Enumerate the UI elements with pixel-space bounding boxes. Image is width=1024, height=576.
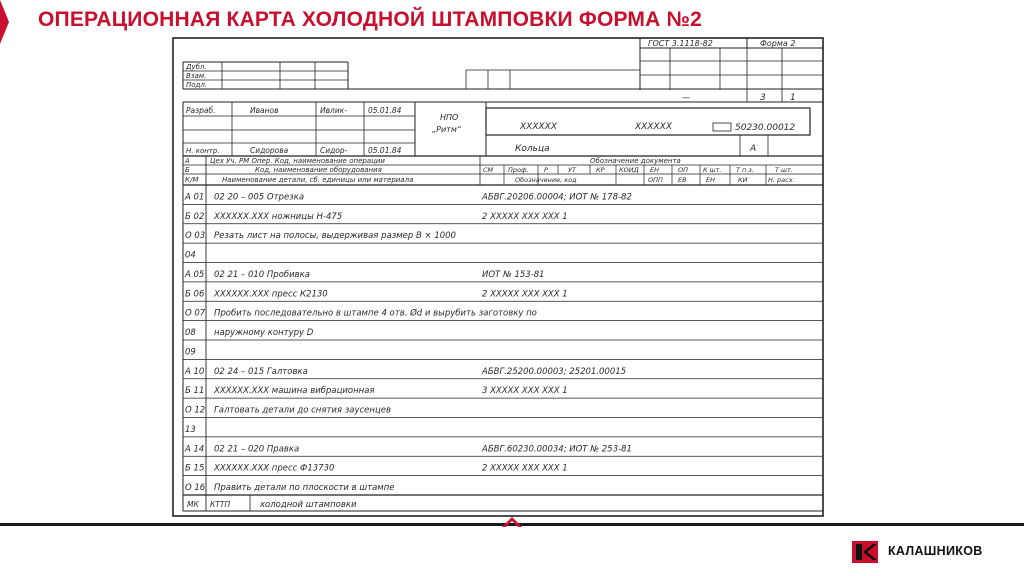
checked-by: Сидорова: [250, 146, 289, 155]
rh-r: Р: [544, 166, 548, 174]
row-document-text: АБВГ.60230.00034; ИОТ № 253-81: [482, 444, 632, 455]
form-number: Форма 2: [760, 39, 796, 48]
rh3-opp: ОПП: [648, 176, 663, 184]
row-label: Б 11: [185, 386, 205, 397]
stamp-label-podl: Подл.: [186, 81, 208, 89]
row-operation-text: XXXXXX.XXX пресс К2130: [214, 289, 328, 300]
code-2: XXXXXX: [635, 122, 672, 132]
kalashnikov-logo-icon: [852, 541, 878, 563]
rh3-code: Обозначение, код: [515, 176, 577, 184]
row-document-text: 3 XXXXX XXX XXX 1: [482, 386, 568, 397]
row-operation-text: 02 24 – 015 Галтовка: [214, 366, 308, 377]
part-name: Кольца: [515, 144, 550, 154]
letter-cell: А: [750, 144, 757, 154]
right-head-row1: Обозначение документа: [590, 157, 681, 165]
row-label: Б 06: [185, 289, 205, 300]
header-letter-a: А: [185, 157, 190, 165]
header-letter-b: Б: [185, 166, 190, 174]
rh3-ki: КИ: [738, 176, 748, 184]
row-operation-text: XXXXXX.XXX машина вибрационная: [214, 386, 375, 397]
row-operation-text: наружному контуру D: [214, 328, 314, 338]
row-label: О 16: [185, 483, 206, 493]
operation-card-document: [170, 36, 826, 520]
rh-ksht: К шт.: [703, 166, 722, 174]
row-operation-text: Резать лист на полосы, выдерживая размер В × 1000: [214, 231, 456, 242]
stamp-label-vzam: Взам.: [186, 72, 207, 80]
row-label: А 14: [185, 444, 205, 455]
rh-tpz: Т п.з.: [736, 166, 754, 174]
gost-label: ГОСТ 3.1118-82: [648, 39, 713, 48]
header-letter-km: К/М: [185, 176, 199, 184]
rh-sm: СМ: [483, 166, 494, 174]
row-document-text: АБВГ.20206.00004; ИОТ № 178-82: [482, 192, 632, 203]
sheet-number: 3: [760, 93, 766, 103]
org-line-2: „Ритм“: [432, 125, 462, 134]
slide-title: ОПЕРАЦИОННАЯ КАРТА ХОЛОДНОЙ ШТАМПОВКИ ФОРМА №2: [38, 8, 703, 31]
row-label: 04: [185, 250, 196, 261]
row-label: 09: [185, 347, 196, 358]
org-line-1: НПО: [440, 113, 459, 122]
header-text-km: Наименование детали, сб. единицы или материала: [222, 176, 414, 184]
rh3-en: ЕН: [706, 176, 715, 184]
row-operation-text: 02 21 – 020 Правка: [214, 444, 300, 455]
row-label: А 05: [185, 269, 205, 280]
footer-text: холодной штамповки: [260, 500, 357, 510]
document-number: 50230.00012: [735, 123, 796, 133]
footer-code-mk: МК: [187, 500, 199, 509]
rh-ut: УТ: [568, 166, 576, 174]
row-label: О 03: [185, 231, 206, 242]
sheets-total: 1: [790, 93, 796, 103]
checked-label: Н. контр.: [186, 147, 220, 155]
brand-name: КАЛАШНИКОВ: [888, 544, 983, 558]
dash-mark: —: [682, 93, 690, 102]
header-text-a: Цех Уч. РМ Опер. Код, наименование операции: [210, 157, 385, 165]
developed-label: Разраб.: [186, 106, 216, 115]
doc-number-box: [713, 123, 731, 131]
row-operation-text: Галтовать детали до снятия заусенцев: [214, 405, 391, 416]
date-1: 05.01.84: [368, 106, 402, 115]
row-label: Б 15: [185, 463, 205, 474]
rh-koid: КОИД: [619, 166, 639, 174]
row-label: 13: [185, 424, 196, 435]
rh-en: ЕН: [650, 166, 659, 174]
row-operation-text: XXXXXX.XXX пресс Ф13730: [214, 463, 335, 474]
rh-prof: Проф.: [508, 166, 529, 174]
row-document-text: 2 XXXXX XXX XXX 1: [482, 211, 568, 222]
rh3-ev: ЕВ: [678, 176, 687, 184]
rh-kr: КР: [596, 166, 605, 174]
row-document-text: 2 XXXXX XXX XXX 1: [482, 289, 568, 300]
developed-by: Иванов: [250, 106, 279, 115]
header-accent-mark: [0, 0, 10, 44]
row-document-text: 2 XXXXX XXX XXX 1: [482, 463, 568, 474]
row-label: А 10: [185, 366, 205, 377]
rh-op: ОП: [678, 166, 689, 174]
signature-1: Ивлик-: [320, 106, 347, 115]
row-operation-text: XXXXXX.XXX ножницы Н-475: [214, 211, 343, 222]
row-operation-text: Править детали по плоскости в штампе: [214, 483, 395, 493]
footer-code-kttp: КТТП: [210, 500, 231, 509]
rh3-nrash: Н. расх.: [768, 176, 795, 184]
chevron-up-icon: [500, 515, 524, 527]
stamp-label-dubl: Дубл.: [186, 63, 207, 71]
row-operation-text: Пробить последовательно в штампе 4 отв. Ød и вырубить заготовку по: [214, 308, 537, 319]
row-label: Б 02: [185, 211, 205, 222]
code-1: XXXXXX: [520, 122, 557, 132]
signature-2: Сидор-: [320, 146, 348, 155]
row-label: О 07: [185, 308, 206, 319]
row-label: 08: [185, 328, 196, 338]
row-label: О 12: [185, 405, 206, 416]
row-document-text: АБВГ.25200.00003; 25201.00015: [482, 366, 627, 377]
row-label: А 01: [185, 192, 205, 203]
row-document-text: ИОТ № 153-81: [482, 269, 545, 280]
operation-card-form: [170, 36, 826, 520]
rh-tsht: Т шт.: [775, 166, 793, 174]
date-2: 05.01.84: [368, 146, 402, 155]
header-text-b: Код, наименование оборудования: [255, 166, 382, 174]
row-operation-text: 02 21 – 010 Пробивка: [214, 269, 311, 280]
row-operation-text: 02 20 – 005 Отрезка: [214, 192, 305, 203]
